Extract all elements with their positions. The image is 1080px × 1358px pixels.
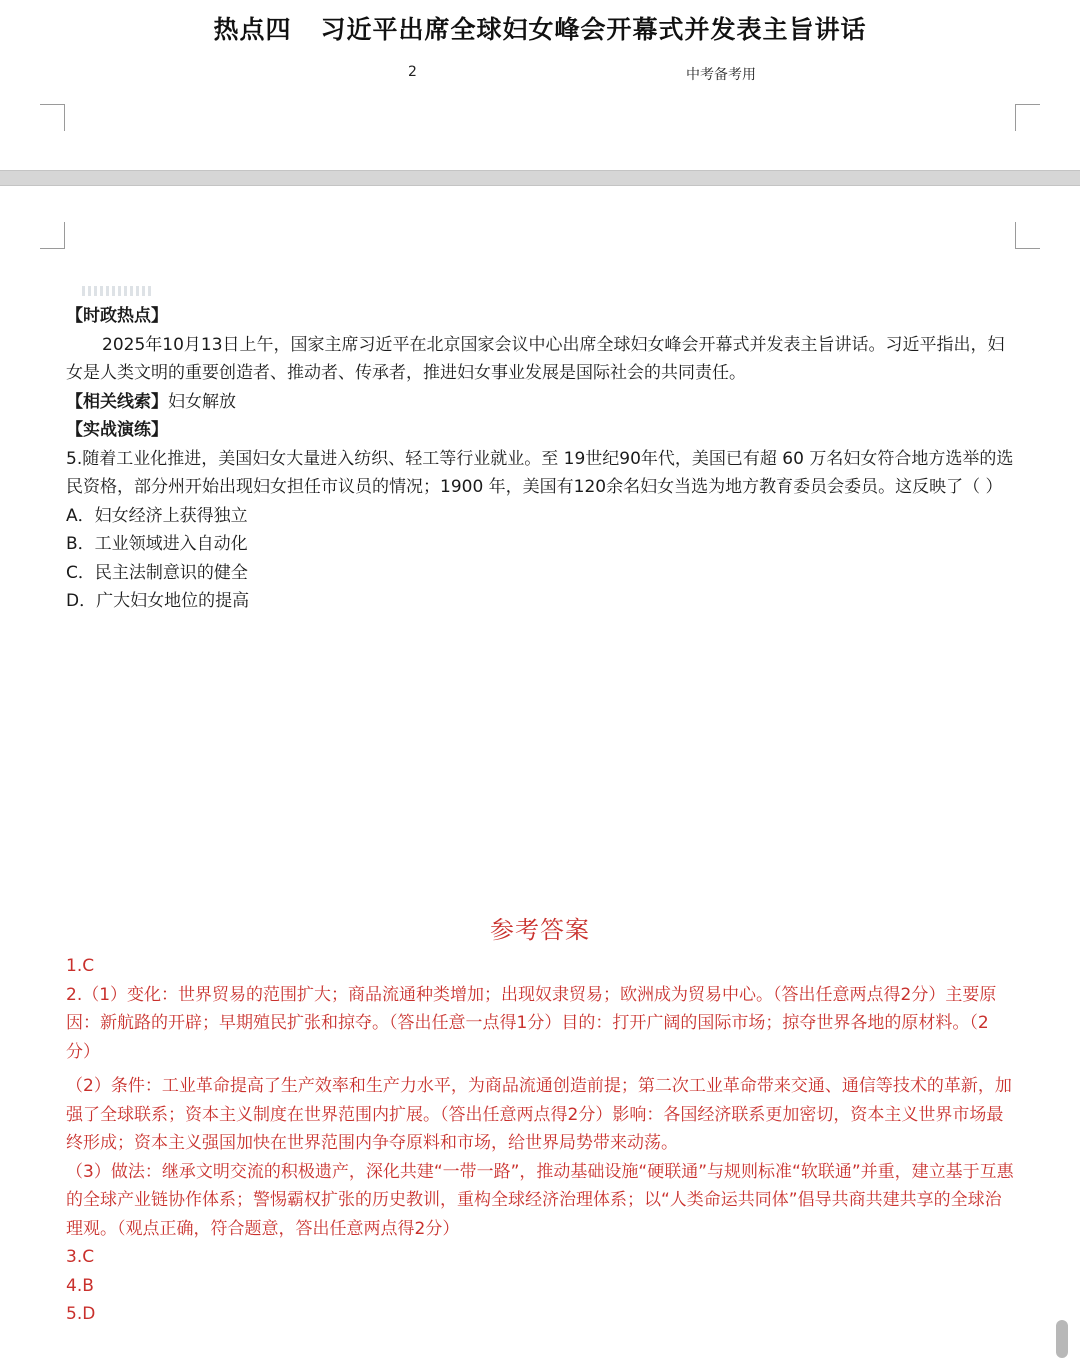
option-a: A．妇女经济上获得独立 — [66, 505, 248, 526]
answer-4: 4.B — [66, 1275, 94, 1296]
header-note: 中考备考用 — [686, 67, 756, 83]
page-number: 2 — [408, 64, 417, 80]
section-heading-current-affairs: 【时政热点】 — [66, 306, 168, 326]
document-title: 热点四 习近平出席全球妇女峰会开幕式并发表主旨讲话 — [213, 15, 867, 44]
crop-mark-second-page-right — [1015, 222, 1040, 249]
question-text: 5.随着工业化推进，美国妇女大量进入纺织、轻工等行业就业。至 19世纪90年代，美国已有超 60 万名妇女符合地方选举的选民资格，部分州开始出现妇女担任市议员的情况；1900 年，美国有120余名妇女当选为地方教育委员会委员。这反映了（ ） — [66, 448, 1014, 497]
document-page-top — [0, 0, 1080, 170]
answer-2-part-3: （3）做法：继承文明交流的积极遗产，深化共建“一带一路”，推动基础设施“硬联通”与规则标准“软联通”并重，建立基于互惠的全球产业链协作体系；警惕霸权扩张的历史教训，重构全球经济治理体系；以“人类命运共同体”倡导共商共建共享的全球治理观。（观点正确，符合题意，答出任意两点得2分） — [66, 1161, 1014, 1239]
answer-key-title: 参考答案 — [490, 916, 590, 944]
document-body — [66, 302, 1014, 616]
page-separator — [0, 170, 1080, 186]
crop-mark-second-page-left — [40, 222, 65, 249]
section-heading-practice: 【实战演练】 — [66, 420, 168, 440]
option-c: C．民主法制意识的健全 — [66, 562, 248, 583]
answer-5: 5.D — [66, 1304, 96, 1324]
section-heading-related-clue: 【相关线索】 — [66, 391, 168, 412]
option-b: B．工业领域进入自动化 — [66, 534, 248, 554]
scrollbar-thumb[interactable] — [1056, 1320, 1068, 1358]
answer-1: 1.C — [66, 956, 95, 976]
related-clue-line — [66, 388, 1014, 417]
related-clue-text: 妇女解放 — [168, 391, 236, 412]
answer-key — [66, 912, 1014, 1329]
answer-3: 3.C — [66, 1247, 95, 1267]
faint-watermark-mark — [82, 286, 152, 296]
current-affairs-text: 2025年10月13日上午，国家主席习近平在北京国家会议中心出席全球妇女峰会开幕式并发表主旨讲话。习近平指出，妇女是人类文明的重要创造者、推动者、传承者，推进妇女事业发展是国际社会的共同责任。 — [66, 334, 1005, 383]
crop-mark-top-left — [40, 104, 65, 131]
answer-2-part-2: （2）条件：工业革命提高了生产效率和生产力水平，为商品流通创造前提；第二次工业革命带来交通、通信等技术的革新，加强了全球联系；资本主义制度在世界范围内扩展。（答出任意两点得2分）影响：各国经济联系更加密切，资本主义世界市场最终形成；资本主义强国加快在世界范围内争夺原料和市场，给世界局势带来动荡。 — [66, 1076, 1012, 1153]
option-d: D．广大妇女地位的提高 — [66, 591, 250, 611]
answer-2-part-1: 2.（1）变化：世界贸易的范围扩大；商品流通种类增加；出现奴隶贸易；欧洲成为贸易中心。（答出任意两点得2分）主要原因：新航路的开辟；早期殖民扩张和掠夺。（答出任意一点得1分）目的：打开广阔的国际市场；掠夺世界各地的原材料。（2分） — [66, 984, 997, 1062]
crop-mark-top-right — [1015, 104, 1040, 131]
